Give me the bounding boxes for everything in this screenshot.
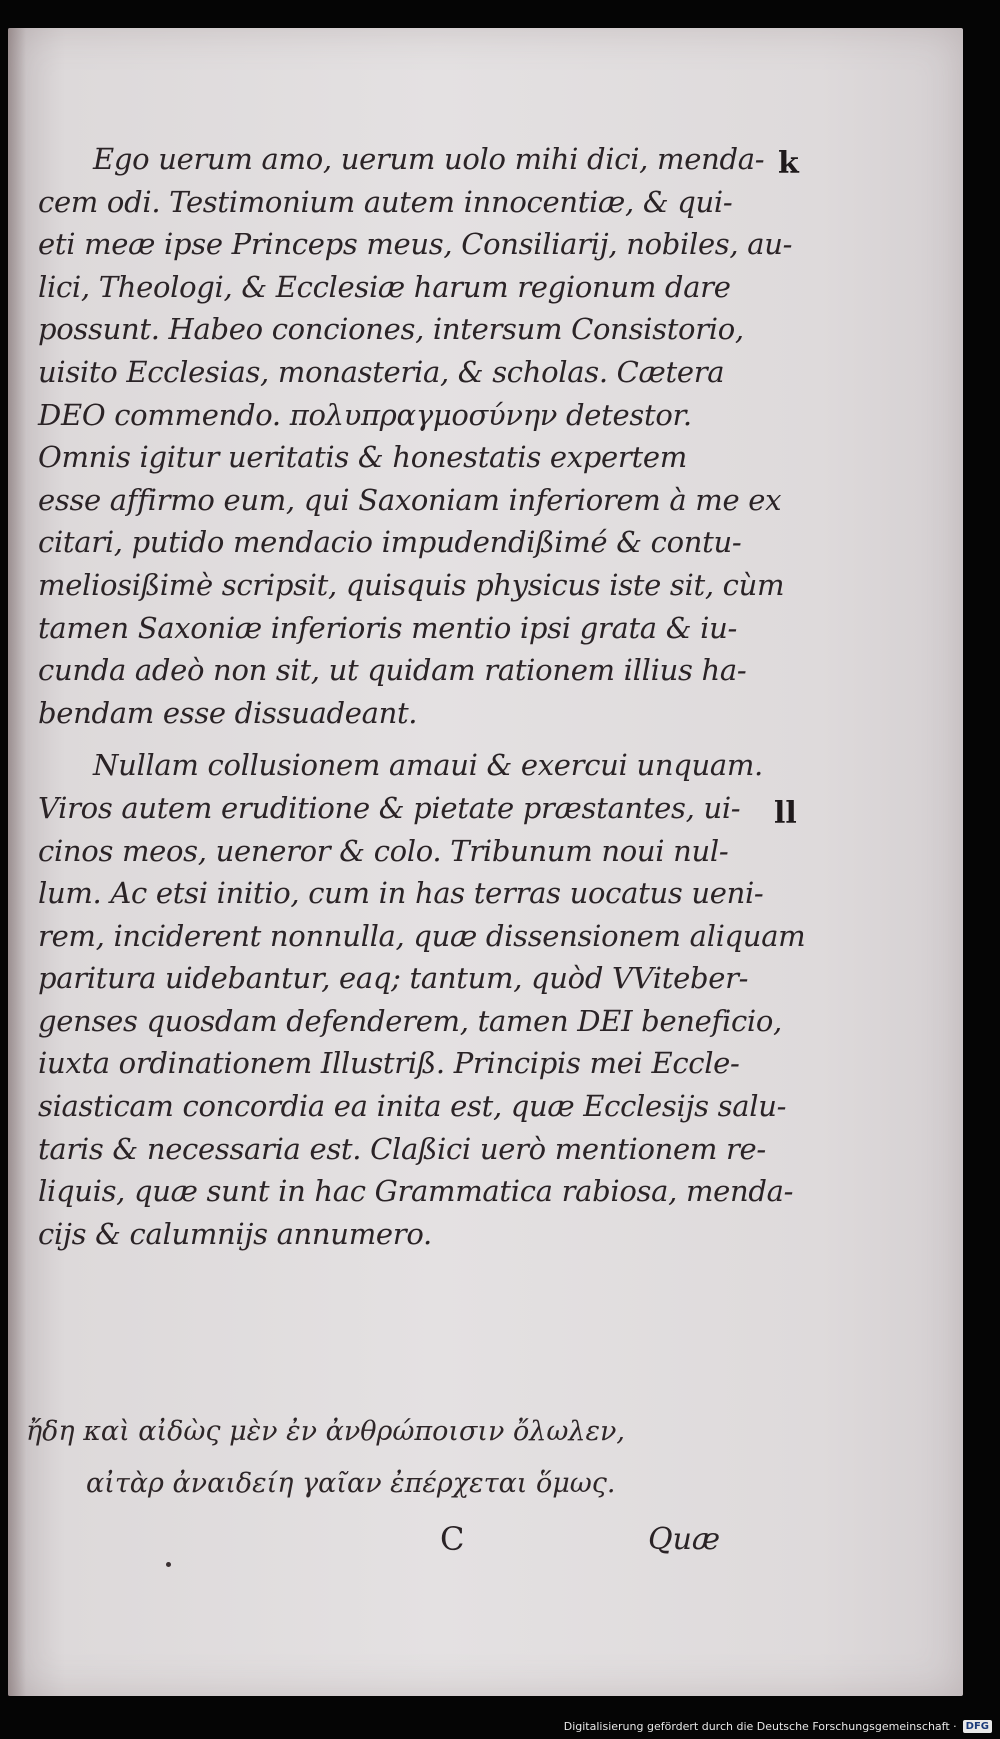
text-line: Omnis igitur ueritatis & honestatis expertem [38,440,687,475]
text-line: cunda adeò non sit, ut quidam rationem illius ha- [38,653,747,688]
text-line: citari, putido mendacio impudendißimé & contu- [38,525,742,560]
digitization-credit [564,1720,992,1733]
text-line: genses quosdam defenderem, tamen DEI beneficio, [38,1003,782,1038]
text-line: Ego uerum amo, uerum uolo mihi dici, menda- [93,142,765,176]
text-line: cijs & calumnijs annumero. [38,1216,432,1251]
text-line: paritura uidebantur, eaq; tantum, quòd VViteber- [38,961,749,996]
text-line: bendam esse dissuadeant. [38,695,418,730]
greek-quotation [26,1406,766,1510]
text-line: liquis, quæ sunt in hac Grammatica rabiosa, menda- [38,1174,794,1209]
text-line: cem odi. Testimonium autem innocentiæ, & qui- [38,184,733,219]
text-line: meliosißimè scripsit, quisquis physicus iste sit, cùm [38,567,785,602]
text-line: esse affirmo eum, qui Saxoniam inferiorem à me ex [38,482,782,517]
text-line: possunt. Habeo conciones, intersum Consistorio, [38,312,744,347]
greek-line-1: ἤδη καὶ αἰδὼς μὲν ἐν ἀνθρώποισιν ὄλωλεν, [26,1416,625,1447]
text-line: Nullam collusionem amaui & exercui unquam. [93,748,763,783]
text-line: taris & necessaria est. Claßici uerò mentionem re- [38,1131,766,1166]
dfg-logo: DFG [963,1720,992,1733]
text-line: lici, Theologi, & Ecclesiæ harum regionum dare [38,269,731,304]
text-line: iuxta ordinationem Illustriß. Principis mei Eccle- [38,1046,740,1081]
text-line: lum. Ac etsi initio, cum in has terras uocatus ueni- [38,876,764,911]
text-line: uisito Ecclesias, monasteria, & scholas. Cætera [38,354,725,389]
margin-note-ll: ll [774,796,797,831]
paragraph-1 [38,138,793,734]
ink-speck [166,1562,171,1567]
greek-line-2: αἰτὰρ ἀναιδείη γαῖαν ἐπέρχεται ὅμως. [86,1468,616,1499]
page-body-text [38,138,806,1255]
text-line: Viros autem eruditione & pietate præstantes, ui- [38,790,741,825]
text-line: tamen Saxoniæ inferioris mentio ipsi grata & iu- [38,610,738,645]
margin-note-k: k [778,146,799,181]
text-line: siasticam concordia ea inita est, quæ Ecclesijs salu- [38,1089,787,1124]
text-line: cinos meos, ueneror & colo. Tribunum noui nul- [38,833,729,868]
text-line: DEO commendo. πολυπραγμοσύνην detestor. [38,397,692,432]
book-page [8,28,963,1696]
signature-mark: C [440,1520,465,1558]
catchword: Quæ [648,1522,721,1557]
text-line: rem, inciderent nonnulla, quæ dissensionem aliquam [38,918,806,953]
text-line: eti meæ ipse Princeps meus, Consiliarij, nobiles, au- [38,227,793,262]
credit-text: Digitalisierung gefördert durch die Deutsche Forschungsgemeinschaft · [563,1720,957,1733]
paragraph-2 [38,744,806,1255]
